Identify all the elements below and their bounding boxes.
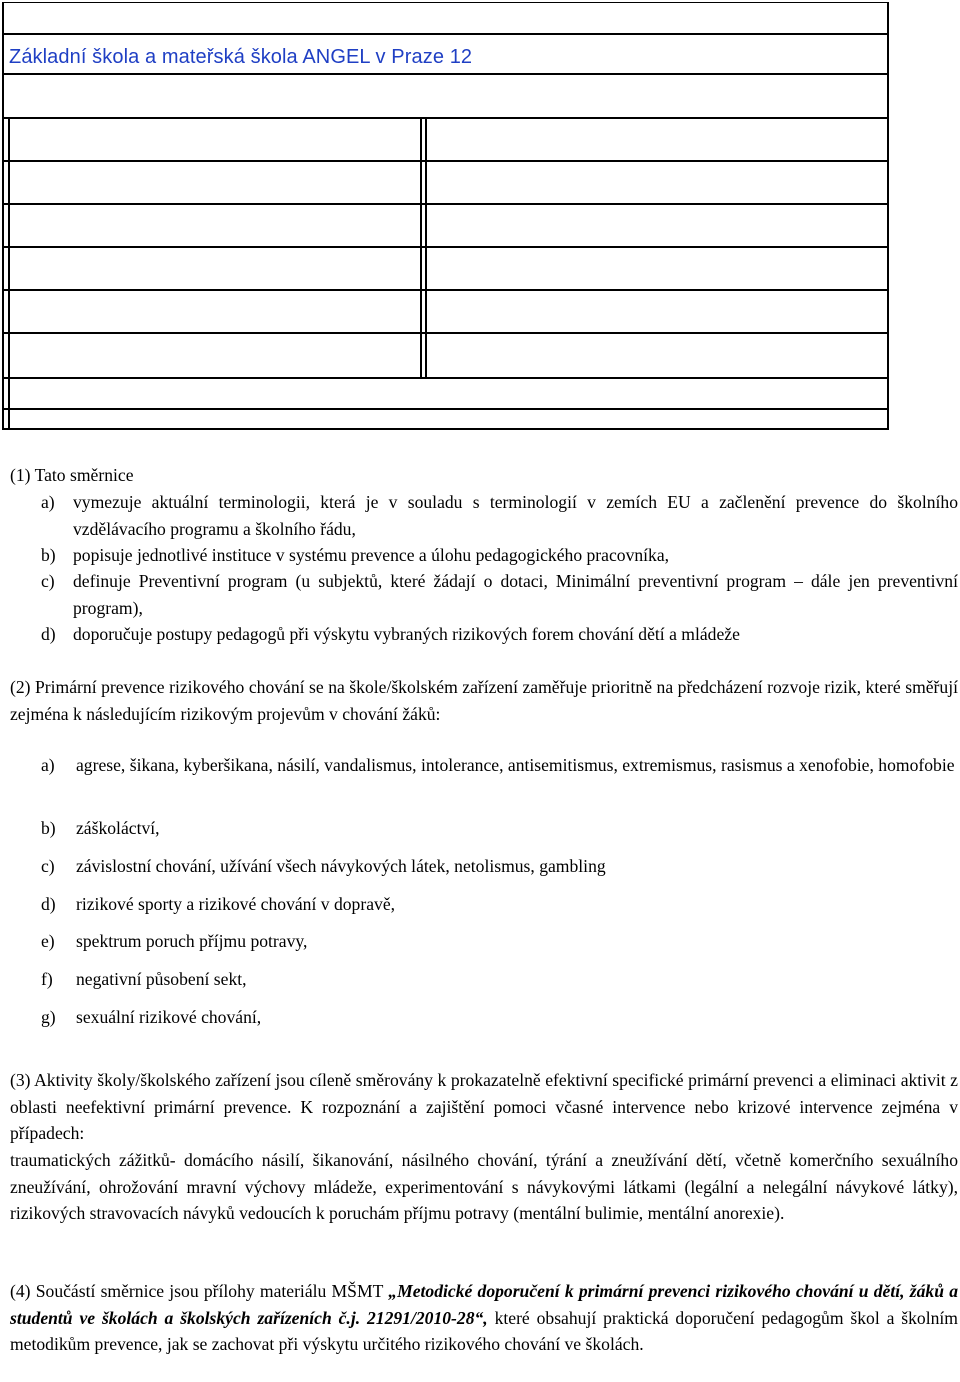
table-line — [2, 117, 889, 119]
section4-paragraph — [10, 1278, 958, 1358]
list-item-letter: a) — [41, 755, 55, 775]
list-item — [41, 542, 958, 569]
table-line — [2, 408, 889, 410]
list-item — [41, 568, 958, 621]
list-item-text: negativní působení sekt, — [76, 969, 247, 989]
list-item — [41, 853, 958, 880]
list-item — [41, 752, 958, 779]
list-item-text: rizikové sporty a rizikové chování v dopravě, — [76, 894, 396, 914]
table-line — [2, 203, 889, 205]
list-item-text: sexuální rizikové chování, — [76, 1007, 262, 1027]
list-item — [41, 489, 958, 542]
list-item-text: doporučuje postupy pedagogů při výskytu vybraných rizikových forem chování dětí a mládeže — [73, 624, 740, 644]
table-line — [2, 332, 889, 334]
table-line — [2, 246, 889, 248]
table-line — [420, 117, 422, 379]
table-line — [425, 117, 427, 379]
list-item-letter: c) — [41, 571, 55, 591]
list-item-letter: b) — [41, 818, 56, 838]
list-item-letter: f) — [41, 969, 53, 989]
section4-title: „Metodické doporučení k primární prevenci rizikového chování u dětí, žáků a studentů ve školách a školských zařízeních č.j. 21291/2010-28“, — [10, 1281, 959, 1328]
list-item-letter: e) — [41, 931, 55, 951]
list-item-text: záškoláctví, — [76, 818, 160, 838]
list-item-text: závislostní chování, užívání všech návykových látek, netolismus, gambling — [76, 856, 606, 876]
table-line — [8, 408, 10, 428]
table-line — [2, 2, 4, 430]
list-item-text: spektrum poruch příjmu potravy, — [76, 931, 308, 951]
table-line — [887, 2, 889, 430]
list-item-text: agrese, šikana, kyberšikana, násilí, vandalismus, intolerance, antisemitismus, extremismus, rasismus a xenofobie, homofobie — [76, 755, 955, 775]
list-item-letter: a) — [41, 492, 55, 512]
table-line — [2, 2, 889, 3]
list-item-letter: c) — [41, 856, 55, 876]
table-line — [2, 377, 889, 379]
list-item-text: definuje Preventivní program (u subjektů, které žádají o dotaci, Minimální preventivní program – dále jen preventivní program), — [73, 571, 958, 618]
list-item — [41, 621, 958, 648]
section1-intro: (1) Tato směrnice — [10, 465, 134, 485]
list-item — [41, 891, 958, 918]
table-line — [2, 428, 889, 430]
list-item-letter: d) — [41, 624, 56, 644]
list-item — [41, 966, 958, 993]
section3-paragraph: traumatických zážitků- domácího násilí, šikanování, násilného chování, týrání a zneužívání dětí, včetně komerčního sexuálního zneužívání, ohrožování mravní výchovy mládeže, experimentování s návykovými látkami (legální a nelegální návykové látky), rizikových stravovacích návyků vedoucích k poruchám příjmu potravy (mentální bulimie, mentální anorexie). — [10, 1150, 958, 1223]
list-item-text: vymezuje aktuální terminologii, která je v souladu s terminologií v zemích EU a začlenění prevence do školního vzdělávacího programu a školního řádu, — [73, 492, 958, 539]
school-name: Základní škola a mateřská škola ANGEL v Praze 12 — [9, 46, 473, 68]
table-line — [8, 117, 10, 410]
table-line — [2, 33, 889, 35]
list-item-letter: d) — [41, 894, 56, 914]
table-line — [2, 73, 889, 75]
list-item — [41, 815, 958, 842]
list-item — [41, 1004, 958, 1031]
list-item-text: popisuje jednotlivé instituce v systému prevence a úlohu pedagogického pracovníka, — [73, 545, 670, 565]
section4-lead: (4) Součástí směrnice jsou přílohy materiálu MŠMT — [10, 1281, 389, 1301]
section2-intro: (2) Primární prevence rizikového chování se na škole/školském zařízení zaměřuje prioritně na předcházení rozvoje rizik, které směřují zejména k následujícím rizikovým projevům v chování žáků: — [10, 677, 958, 724]
list-item-letter: g) — [41, 1007, 56, 1027]
table-line — [2, 289, 889, 291]
list-item-letter: b) — [41, 545, 56, 565]
section3-paragraph: (3) Aktivity školy/školského zařízení jsou cíleně směrovány k prokazatelně efektivní specifické primární prevenci a eliminaci aktivit z oblasti neefektivní primární prevence. K rozpoznání a zajištění pomoci včasné intervence nebo krizové intervence zejména v případech: — [10, 1070, 958, 1143]
list-item — [41, 928, 958, 955]
table-line — [2, 160, 889, 162]
section4-tail: které obsahují praktická doporučení pedagogům škol a školním metodikům prevence, jak se zachovat při výskytu určitého rizikového chování ve školách. — [10, 1307, 958, 1354]
